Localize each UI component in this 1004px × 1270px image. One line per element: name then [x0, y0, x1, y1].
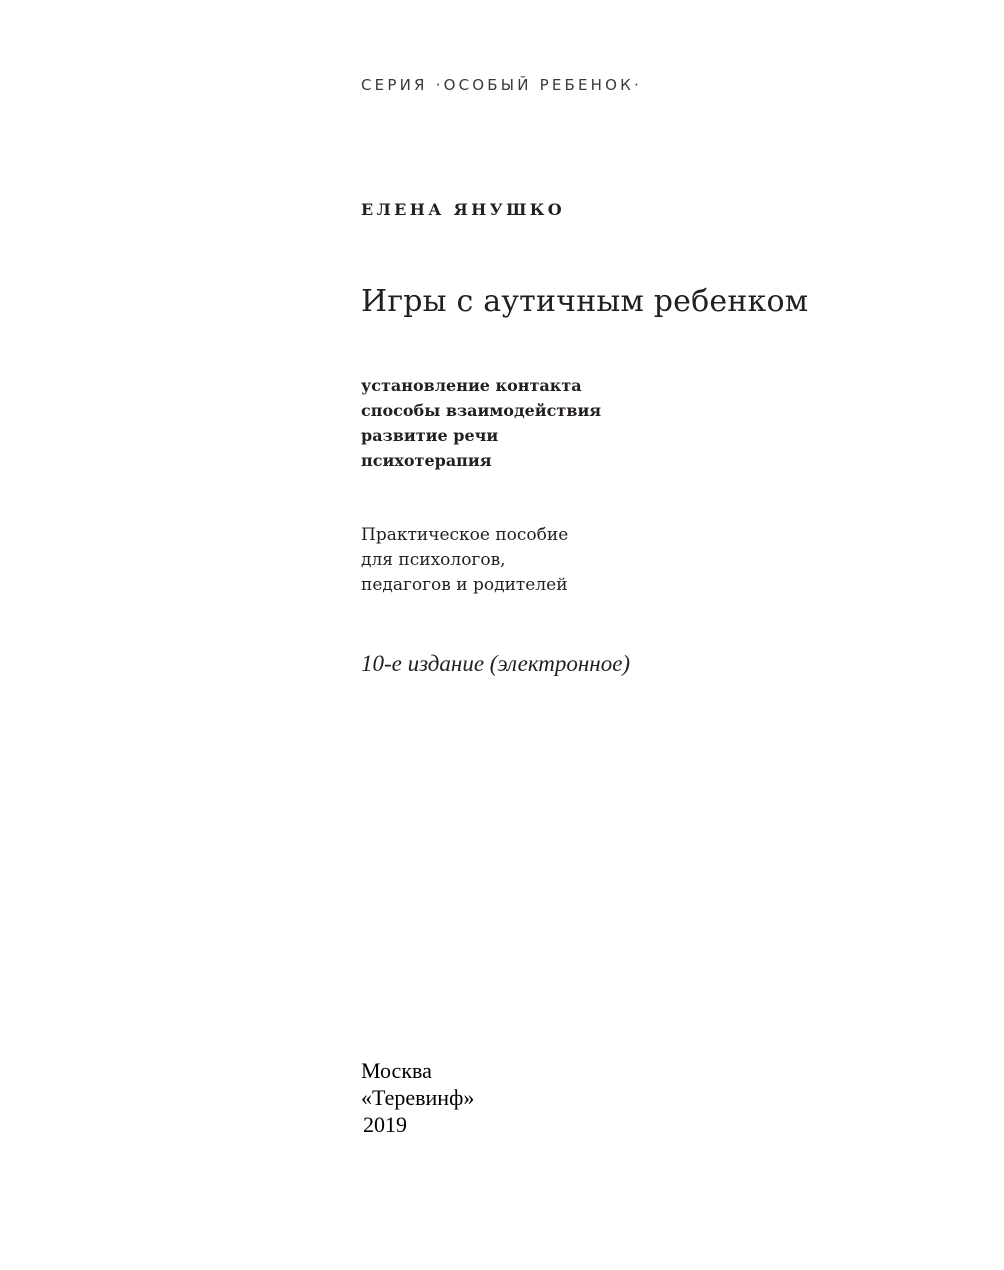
topic-item: психотерапия: [361, 451, 492, 470]
topic-item: развитие речи: [361, 426, 499, 445]
series-name: СЕРИЯ ·ОСОБЫЙ РЕБЕНОК·: [361, 76, 642, 94]
topic-item: способы взаимодействия: [361, 401, 602, 420]
topic-item: установление контакта: [361, 376, 582, 395]
imprint: [361, 1057, 474, 1138]
book-title: Игры с аутичным ребенком: [361, 284, 809, 319]
imprint-city: Москва: [361, 1058, 432, 1083]
edition-note: 10-е издание (электронное): [361, 651, 631, 676]
imprint-year: 2019: [363, 1112, 407, 1137]
description-line: для психологов,: [361, 550, 506, 570]
book-description: [361, 523, 568, 598]
author-name: ЕЛЕНА ЯНУШКО: [361, 200, 566, 219]
description-line: педагогов и родителей: [361, 575, 568, 595]
imprint-publisher: «Теревинф»: [361, 1085, 475, 1110]
topics-list: [361, 373, 601, 473]
description-line: Практическое пособие: [361, 525, 569, 545]
